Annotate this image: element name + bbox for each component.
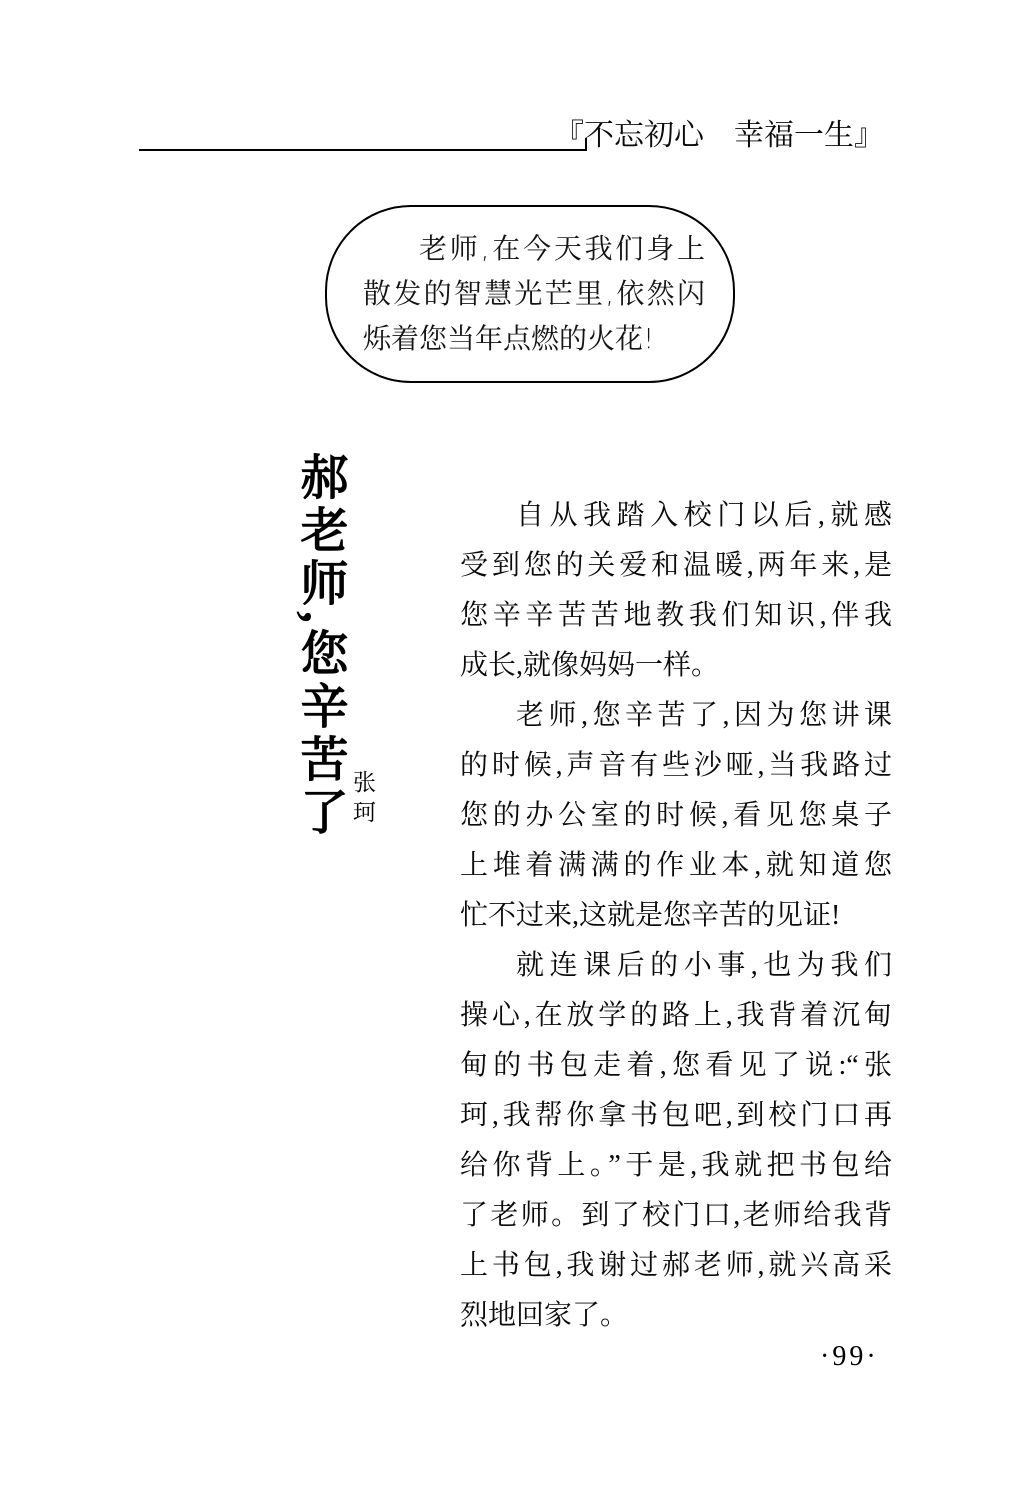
body-paragraph	[460, 491, 892, 691]
text-line: 烈地回家了。	[460, 1300, 629, 1331]
header-rule	[139, 149, 586, 151]
article-body	[460, 491, 892, 1341]
text-line: 了老师。到了校门口,老师给我背	[460, 1200, 892, 1231]
text-line: 成长,就像妈妈一样。	[460, 650, 720, 681]
bubble-line: 散发的智慧光芒里,依然闪	[363, 277, 705, 310]
text-line: 您辛辛苦苦地教我们知识,伴我	[460, 600, 892, 631]
text-line: 操心,在放学的路上,我背着沉甸	[460, 1000, 892, 1031]
page-header-title: 『不忘初心 幸福一生』	[554, 118, 884, 153]
text-line: 的时候,声音有些沙哑,当我路过	[460, 750, 892, 781]
bubble-line: 老师,在今天我们身上	[419, 232, 705, 265]
article-title-vertical: 郝老师,您辛苦了	[293, 452, 346, 840]
text-line: 给你背上。”于是,我就把书包给	[460, 1150, 892, 1181]
text-line: 忙不过来,这就是您辛苦的见证!	[460, 900, 841, 931]
article-author: 张珂	[350, 770, 375, 830]
bubble-text	[363, 226, 705, 361]
text-line: 甸的书包走着,您看见了说:“张	[460, 1050, 892, 1081]
speech-bubble	[325, 205, 735, 383]
text-line: 上堆着满满的作业本,就知道您	[460, 850, 892, 881]
text-line: 您的办公室的时候,看见您桌子	[460, 800, 892, 831]
text-line: 上书包,我谢过郝老师,就兴高采	[460, 1250, 892, 1281]
text-line: 老师,您辛苦了,因为您讲课	[516, 700, 892, 731]
text-line: 自从我踏入校门以后,就感	[516, 500, 892, 531]
text-line: 受到您的关爱和温暖,两年来,是	[460, 550, 892, 581]
body-paragraph	[460, 691, 892, 941]
text-line: 珂,我帮你拿书包吧,到校门口再	[460, 1100, 892, 1131]
bubble-line: 烁着您当年点燃的火花!	[363, 322, 655, 355]
text-line: 就连课后的小事,也为我们	[516, 950, 892, 981]
page-number: ·99·	[820, 1341, 879, 1372]
body-paragraph	[460, 941, 892, 1341]
